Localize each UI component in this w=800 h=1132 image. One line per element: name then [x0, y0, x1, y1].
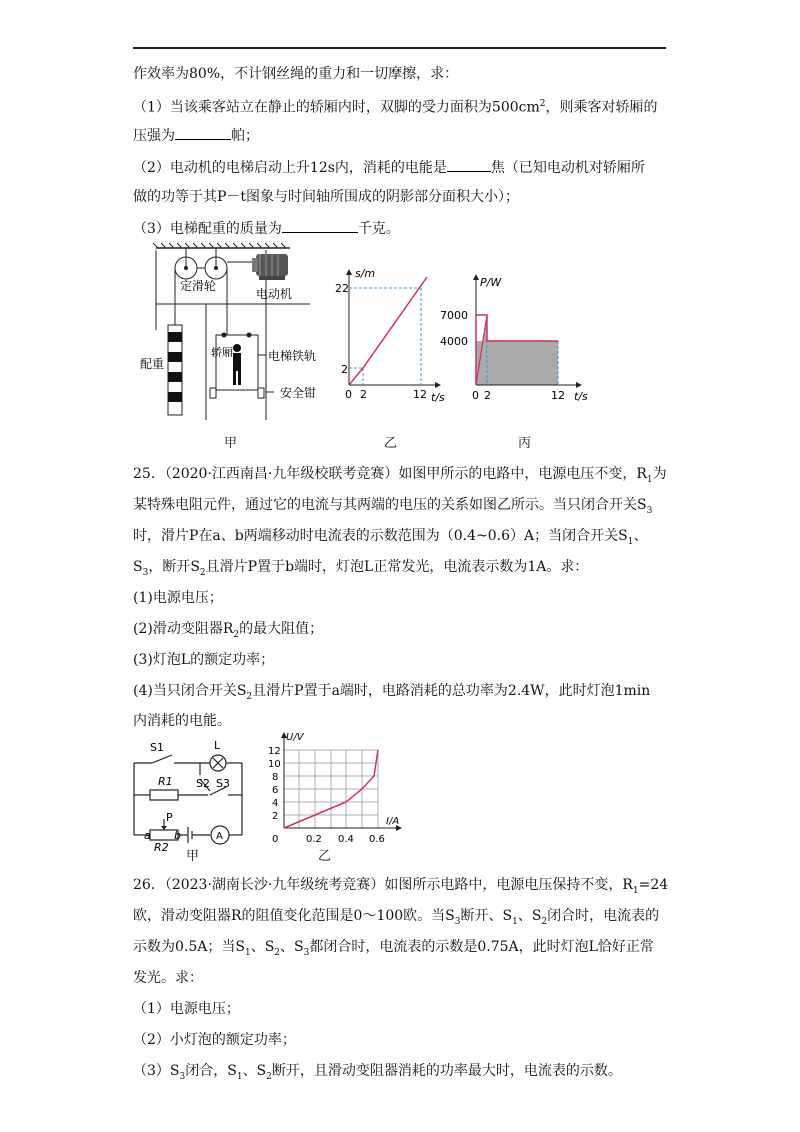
counterweight-label: 配重: [140, 357, 165, 371]
ammeter-A-label: A: [216, 831, 223, 842]
rheostat-r2-label: R2: [154, 841, 169, 854]
circuit-diagram: [130, 735, 260, 860]
switch-s2-label: S2: [196, 777, 210, 790]
rail-label: 电梯铁轨: [268, 349, 317, 363]
q25-item4-cont: 内消耗的电能。: [133, 713, 231, 729]
cabin-label: 轿厢: [211, 346, 233, 359]
lamp-L-label: L: [214, 739, 221, 752]
ui-xtick: 0.2: [306, 834, 322, 845]
ui-xtick: 0.4: [338, 834, 354, 845]
switch-s3-label: S3: [216, 777, 230, 790]
q24-part1-cont: 压强为 帕；: [133, 128, 259, 144]
pulley-label: 定滑轮: [180, 279, 217, 293]
st-ytick: 2: [341, 363, 348, 376]
q25-line2: 某特殊电阻元件，通过它的电流与其两端的电压的关系如图乙所示。当只闭合开关$S_3$: [133, 497, 653, 516]
q24-part3: （3）电梯配重的质量为 千克。: [133, 221, 400, 237]
ui-xlabel: I/A: [386, 816, 400, 827]
pt-xtick: 2: [484, 389, 491, 402]
q25-item1: (1)电源电压；: [133, 590, 223, 606]
q24-part1: （1）当该乘客站立在静止的轿厢内时，双脚的受力面积为$500cm^2$，则乘客对轿厢的: [133, 99, 658, 116]
pt-xlabel: t/s: [574, 390, 588, 403]
st-ylabel: s/m: [355, 267, 376, 280]
graph-caption-yi: 乙: [318, 849, 332, 864]
q26-line4: 发光。求：: [133, 970, 203, 986]
end-a-label: a: [144, 829, 151, 842]
ui-xtick: 0.6: [369, 834, 385, 845]
ui-ytick: 8: [272, 772, 279, 783]
pt-xtick: 0: [472, 389, 479, 402]
q26-item1: （1）电源电压；: [133, 1001, 240, 1017]
switch-s1-label: S1: [150, 741, 164, 754]
st-series-line: [349, 277, 427, 385]
answer-blank[interactable]: [175, 127, 231, 140]
ui-ytick: 12: [268, 746, 281, 757]
q25-item2: (2)滑动变阻器$R_2$的最大阻值；: [133, 621, 324, 640]
q26-line3: 示数为0.5A；当$S_1$、$S_2$、$S_3$都闭合时，电流表的示数是0.75A，此时灯泡L恰好正常: [133, 939, 654, 958]
q25-item3: (3)灯泡L的额定功率；: [133, 652, 275, 668]
top-rule: [133, 47, 666, 49]
figure-caption-jia: 甲: [224, 436, 238, 451]
q26-item3: $(3)S_3$闭合，$S_1$、$S_2$断开，且滑动变阻器消耗的功率最大时，电流表的示数。: [133, 1063, 622, 1082]
q25-line3: 时，滑片P在a、b两端移动时电流表的示数范围为（0.4~0.6）A；当闭合开关$S_1$、: [133, 528, 648, 547]
st-ytick: 22: [335, 282, 349, 295]
st-xtick: 2: [360, 388, 367, 401]
figure-caption-bing: 丙: [518, 436, 532, 451]
ui-ylabel: U/V: [286, 732, 304, 743]
q25-item4: (4)当只闭合开关$S_2$且滑片P置于a端时，电路消耗的总功率为2.4W，此时灯泡1min: [133, 683, 651, 702]
st-graph: [335, 265, 455, 415]
resistor-r1-label: R1: [158, 775, 173, 788]
circuit-caption-jia: 甲: [186, 849, 200, 864]
elevator-diagram: [140, 240, 340, 440]
q25-line4: $S_3$，断开$S_2$且滑片P置于b端时，灯泡L正常发光，电流表示数为1A。求：: [133, 559, 589, 578]
q26-line1: 26．（2023·湖南长沙·九年级统考竞赛）如图所示电路中，电源电压保持不变，$R_1=24$: [133, 877, 669, 896]
ui-ytick: 10: [268, 759, 281, 770]
q26-item2: （2）小灯泡的额定功率；: [133, 1032, 296, 1048]
pt-ytick: 4000: [440, 335, 468, 348]
end-b-label: b: [174, 829, 181, 842]
st-xlabel: t/s: [431, 391, 445, 404]
answer-blank[interactable]: [282, 220, 358, 233]
q24-intro: 作效率为80%，不计钢丝绳的重力和一切摩擦，求：: [133, 66, 459, 82]
pt-ytick: 7000: [440, 309, 468, 322]
slider-P-label: P: [166, 811, 173, 824]
ui-ytick: 0: [272, 834, 279, 845]
ui-ytick: 4: [272, 798, 279, 809]
answer-blank[interactable]: [447, 159, 491, 172]
pt-graph: [438, 270, 598, 415]
q24-part2-cont: 做的功等于其P－t图象与时间轴所围成的阴影部分面积大小）；: [133, 189, 520, 205]
q26-line2: 欧，滑动变阻器R的阻值变化范围是0～100欧。当$S_3$断开、$S_1$、$S_2$闭合时，电流表的: [133, 908, 660, 927]
ui-ytick: 2: [272, 811, 279, 822]
figure-caption-yi: 乙: [384, 436, 398, 451]
pt-ylabel: P/W: [480, 276, 502, 289]
ui-ytick: 6: [272, 785, 279, 796]
clamp-label: 安全钳: [280, 386, 317, 400]
q25-line1: 25．（2020·江西南昌·九年级校联考竞赛）如图甲所示的电路中，电源电压不变，$R_1$为: [133, 466, 667, 485]
q24-part2: （2）电动机的电梯启动上升12s内，消耗的电能是 焦（已知电动机对轿厢所: [133, 160, 645, 176]
motor-label: 电动机: [256, 287, 293, 301]
st-xtick: 12: [413, 388, 427, 401]
pt-xtick: 12: [551, 389, 565, 402]
ui-graph: [268, 730, 418, 855]
pt-shaded-area: [476, 341, 558, 385]
st-xtick: 0: [345, 388, 352, 401]
